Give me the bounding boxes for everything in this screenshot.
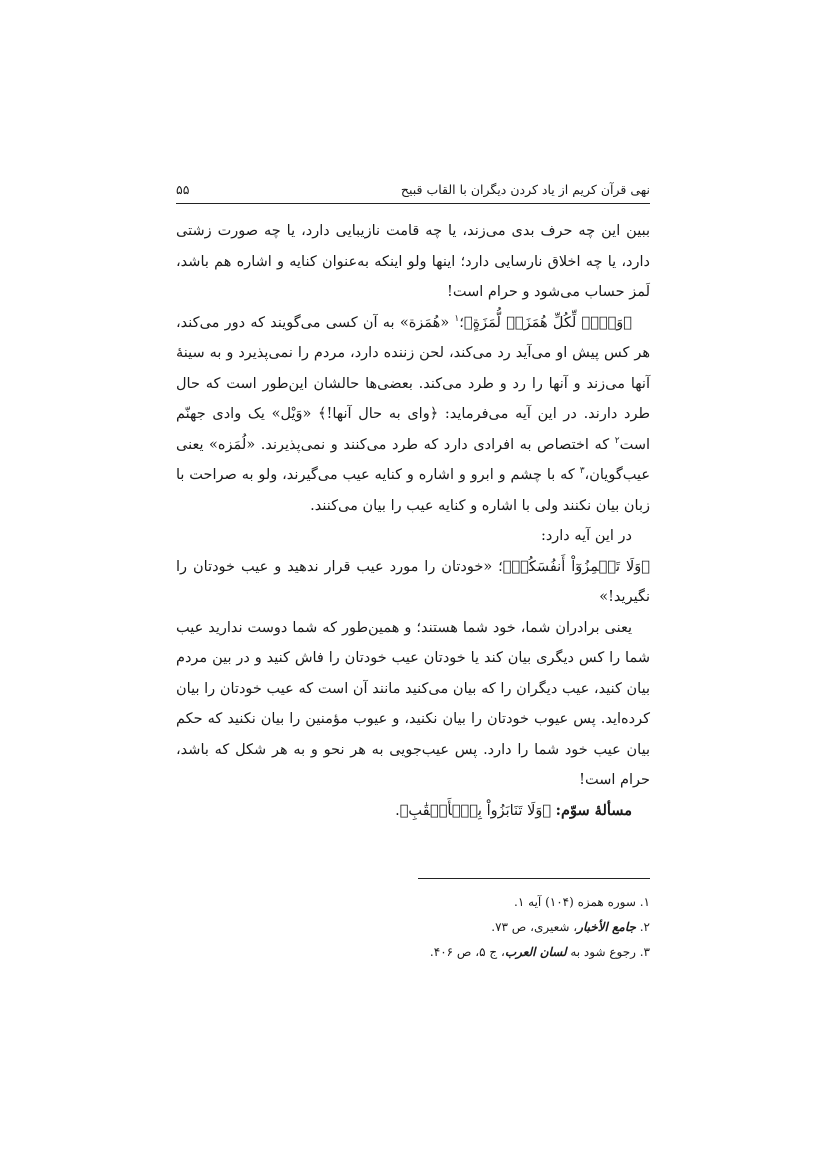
footnote-2-prefix: ۲.	[635, 920, 650, 934]
paragraph-2-text-3: که با چشم و ابرو و اشاره و کنایه عیب می‌گیرند، ولو به صراحت با زبان بیان نکنند ولی با اشاره و کنایه عیب را بیان می‌کنند.	[176, 467, 650, 514]
footnote-3-prefix: ۳. رجوع شود به	[566, 945, 650, 959]
paragraph-4	[176, 552, 650, 613]
paragraph-2-text-1: «هُمَزة» به آن کسی می‌گویند که دور می‌کند، هر کس پیش او می‌آید رد می‌کند، لحن زننده دارد، مردم را نمی‌پذیرد و به سینهٔ آنها می‌زند و آنها را رد و طرد می‌کند. بعضی‌ها حالشان این‌طور است که حال طرد دارند. در این آیه می‌فرماید: ﴿وای به حال آنها!﴾ «وَيْل» یک وادی جهنّم است	[176, 314, 650, 453]
running-header	[176, 176, 650, 202]
ayah-quote-2: ﴿وَلَا تَلۡمِزُوٓاْ أَنفُسَكُمۡ﴾؛	[498, 558, 650, 575]
main-text	[176, 216, 650, 826]
footnote-ref-1: ۱	[454, 313, 460, 324]
footnote-divider	[418, 878, 650, 879]
ayah-quote: ﴿وَيۡلٞ لِّكُلِّ هُمَزَةٖ لُّمَزَةٍ﴾؛	[459, 314, 632, 331]
footnote-2-rest: ، شعیری، ص ۷۳.	[491, 920, 578, 934]
paragraph-1: ببین این چه حرف بدی می‌زند، یا چه قامت نازیبایی دارد، یا چه صورت زشتی دارد، یا چه اخلاق نارسایی دارد؛ اینها ولو اینکه به‌عنوان کنایه و اشاره هم باشد، لَمز حساب می‌شود و حرام است!	[176, 223, 650, 300]
ayah-quote-3: ﴿وَلَا تَنَابَزُواْ بِٱلۡأَلۡقَٰبِ﴾.	[395, 802, 556, 819]
paragraph-4-text: «خودتان را مورد عیب قرار ندهید و عیب خودتان را نگیرید!»	[176, 558, 650, 605]
paragraph-2-text-2: که اختصاص به افرادی دارد که طرد می‌کنند و نمی‌پذیرند. «لُمَزه» یعنی عیب‌گویان،	[176, 436, 650, 483]
footnote-ref-2: ۲	[614, 435, 620, 446]
page-number: ۵۵	[176, 181, 190, 197]
header-title: نهی قرآن کریم از یاد کردن دیگران با القاب قبیح	[400, 181, 650, 197]
section-label: مسألهٔ سوّم:	[555, 801, 632, 819]
footnote-1: ۱. سوره همزه (۱۰۴) آیه ۱.	[514, 895, 650, 909]
footnote-2	[300, 915, 650, 940]
footnote-3-source-title: لسان العرب	[504, 945, 567, 959]
paragraph-2	[176, 308, 650, 522]
footnote-3-rest: ، ج ۵، ص ۴۰۶.	[429, 945, 505, 959]
footnote-2-source-title: جامع الأخبار	[577, 920, 636, 934]
header-divider	[176, 203, 650, 204]
paragraph-5: یعنی برادران شما، خود شما هستند؛ و همین‌طور که شما دوست ندارید عیب شما را کس دیگری بیان کند یا خودتان عیب خودتان را فاش کنید و در بین مردم بیان کنید، عیب دیگران را که بیان می‌کنید مانند آن است که عیب خودتان را بیان کرده‌اید. پس عیوب خودتان را بیان نکنید، و عیوب مؤمنین را بیان نکنید که حکم بیان عیب خود شما را دارد. پس عیب‌جویی به هر نحو و به هر شکل که باشد، حرام است!	[176, 619, 650, 788]
paragraph-6	[176, 796, 650, 827]
paragraph-3: در این آیه دارد:	[540, 528, 632, 544]
footnote-3	[300, 940, 650, 965]
footnote-ref-3: ۳	[579, 466, 585, 477]
footnotes	[300, 890, 650, 965]
